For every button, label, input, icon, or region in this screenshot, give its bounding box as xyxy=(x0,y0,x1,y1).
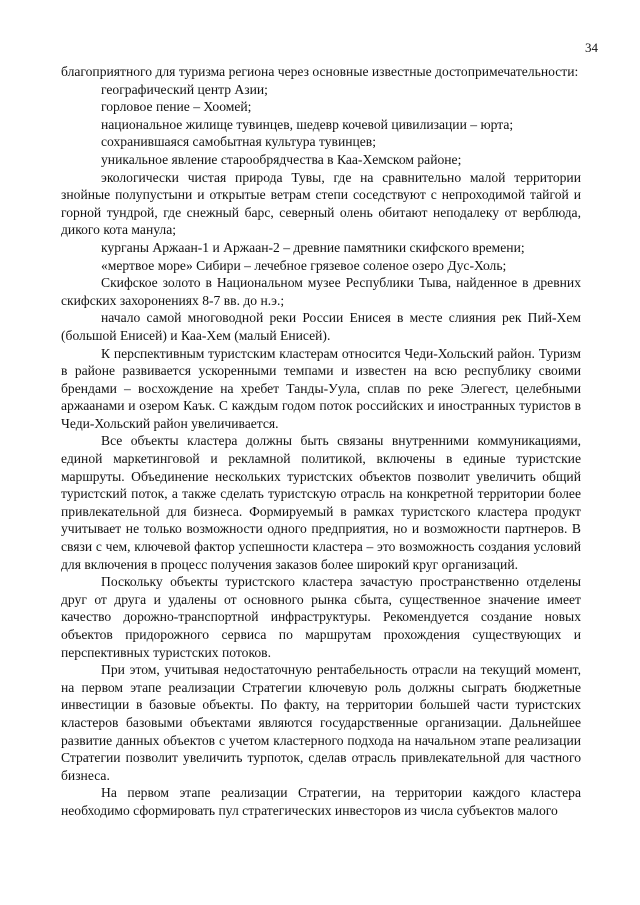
body-text xyxy=(61,63,581,820)
list-item: Скифское золото в Национальном музее Республики Тыва, найденное в древних скифских захоронениях 8-7 вв. до н.э.; xyxy=(61,275,581,308)
list-item: начало самой многоводной реки России Енисея в месте слияния рек Пий-Хем (большой Енисей) и Каа-Хем (малый Енисей). xyxy=(61,310,581,343)
paragraph-cluster-objects: Все объекты кластера должны быть связаны внутренними коммуникациями, единой маркетинговой и рекламной политикой, включены в единые туристские маршруты. Объединение нескольких туристских объектов позволит увеличить общий туристский поток, а также сделать туристскую отрасль на конкретной территории более привлекательной для бизнеса. Формируемый в рамках туристского кластера продукт учитывает не только возможности одного предприятия, но и возможности партнеров. В связи с чем, ключевой фактор успешности кластера – это возможность создания условий для включения в процесс получения заказов более широкий круг организаций. xyxy=(61,433,581,572)
paragraph-investments: При этом, учитывая недостаточную рентабельность отрасли на текущий момент, на первом этапе реализации Стратегии ключевую роль должны сыграть бюджетные инвестиции в базовые объекты. По факту, на территории большей части туристских кластеров базовыми объектами являются государственные организации. Дальнейшее развитие данных объектов с учетом кластерного подхода на начальном этапе реализации Стратегии позволит увеличить турпоток, сделав отрасль привлекательной для частного бизнеса. xyxy=(61,662,581,783)
paragraph-first-stage: На первом этапе реализации Стратегии, на территории каждого кластера необходимо сформировать пул стратегических инвесторов из числа субъектов малого xyxy=(61,785,581,818)
page-number: 34 xyxy=(585,40,598,55)
list-item: курганы Аржаан-1 и Аржаан-2 – древние памятники скифского времени; xyxy=(101,239,525,255)
list-item: национальное жилище тувинцев, шедевр кочевой цивилизации – юрта; xyxy=(101,116,514,132)
list-item: географический центр Азии; xyxy=(101,81,268,97)
paragraph-chedi-khol: К перспективным туристским кластерам относится Чеди-Хольский район. Туризм в районе развивается ускоренными темпами и известен на всю республику своими брендами – восхождение на хребет Танды-Уула, сплав по реке Элегест, целебными аржаанами и озером Каък. С каждым годом поток российских и иностранных туристов в Чеди-Хольский район увеличивается. xyxy=(61,345,581,431)
list-item: экологически чистая природа Тувы, где на сравнительно малой территории знойные полупустыни и открытые ветрам степи соседствуют с непроходимой тайгой и горной тундрой, где снежный барс, северный олень обитают неподалеку от верблюда, дикого кота манула; xyxy=(61,169,581,238)
paragraph-infrastructure: Поскольку объекты туристского кластера зачастую пространственно отделены друг от друга и удалены от основного рынка сбыта, существенное значение имеет качество дорожно-транспортной инфраструктуры. Рекомендуется создание новых объектов придорожного сервиса по маршрутам прохождения существующих и перспективных туристских потоков. xyxy=(61,574,581,660)
list-item: сохранившаяся самобытная культура тувинцев; xyxy=(101,134,377,150)
list-item: уникальное явление старообрядчества в Каа-Хемском районе; xyxy=(101,151,462,167)
list-item: горловое пение – Хоомей; xyxy=(101,99,252,115)
attractions-list xyxy=(61,81,581,345)
list-item: «мертвое море» Сибири – лечебное грязевое соленое озеро Дус-Холь; xyxy=(101,257,507,273)
intro-paragraph: благоприятного для туризма региона через основные известные достопримечательности: xyxy=(61,64,579,79)
